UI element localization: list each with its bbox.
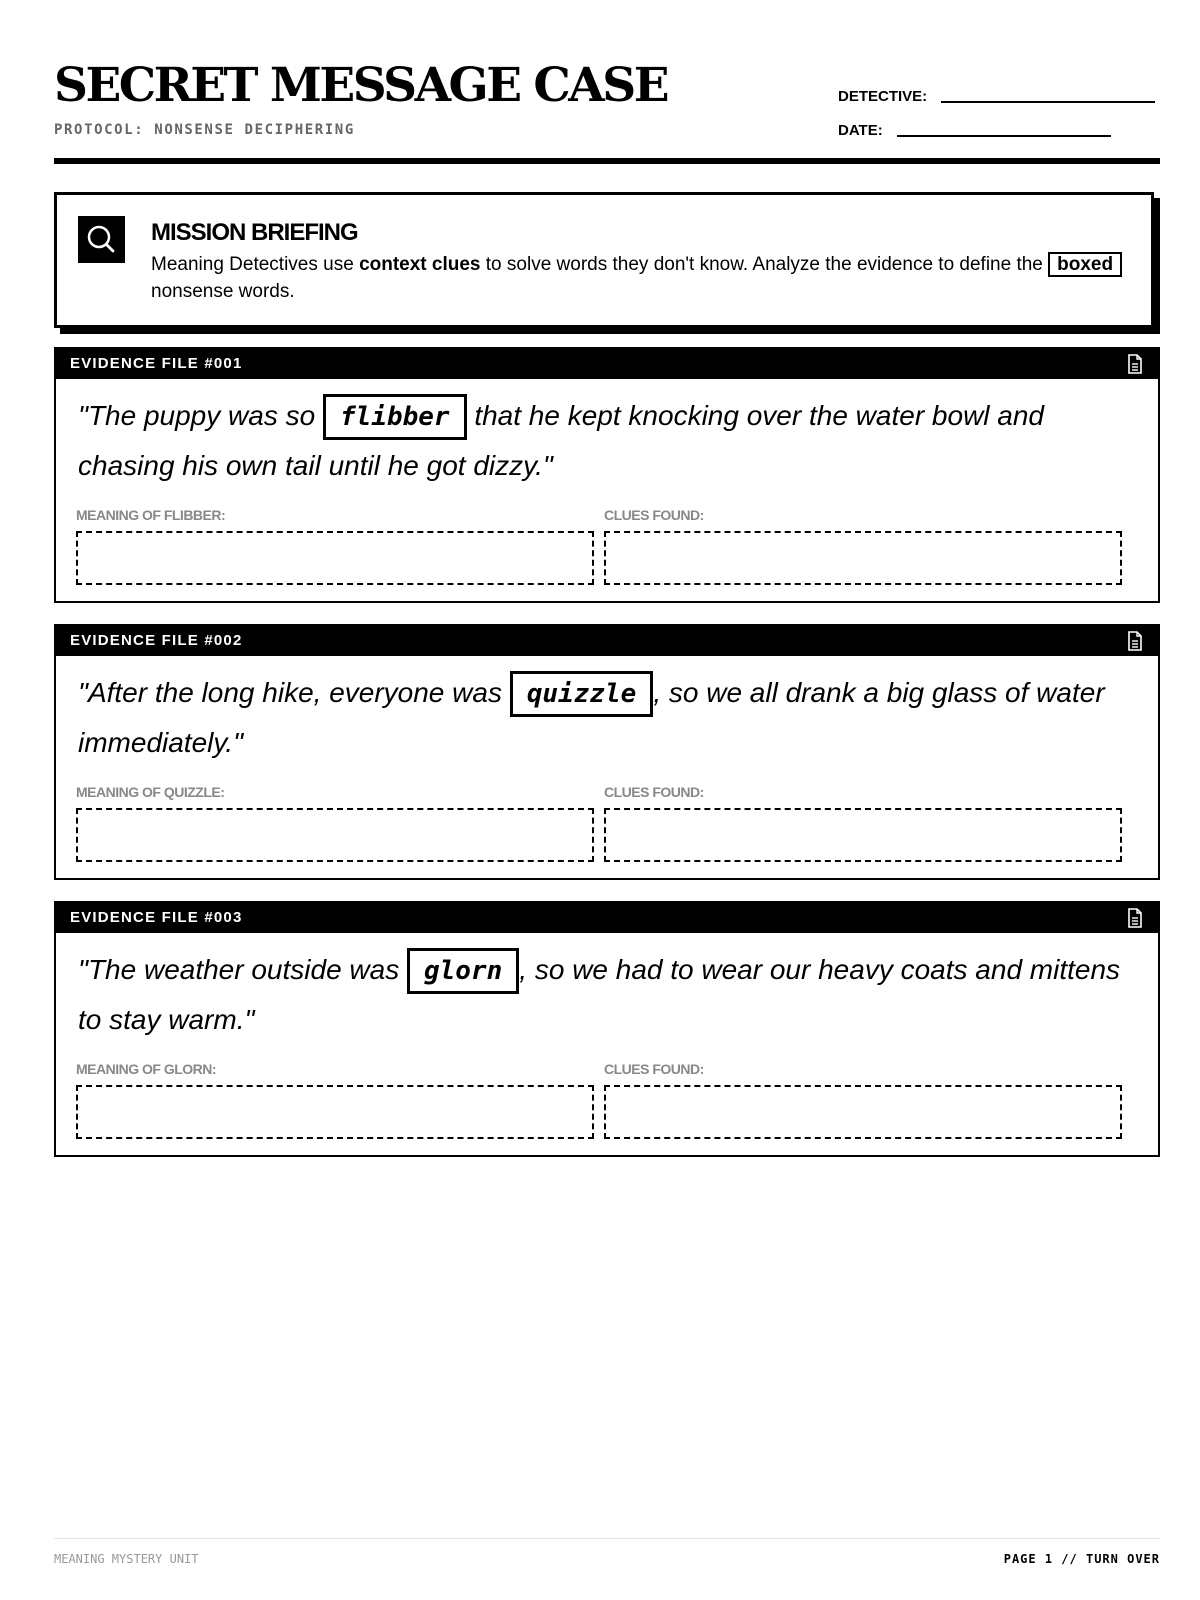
- page-subtitle: PROTOCOL: NONSENSE DECIPHERING: [54, 122, 355, 138]
- evidence-file: [54, 624, 1160, 880]
- boxed-example: boxed: [1048, 252, 1122, 277]
- header-divider: [54, 158, 1160, 164]
- meaning-answer-box[interactable]: [76, 1085, 594, 1139]
- date-field: [838, 122, 1111, 139]
- document-icon: [1126, 354, 1144, 379]
- meaning-label: MEANING OF GLORN:: [76, 1061, 217, 1077]
- sentence-before: "The weather outside was: [78, 954, 407, 985]
- sentence-after: , so we all drank a big glass of water immediately.": [78, 677, 1105, 758]
- clues-answer-box[interactable]: [604, 1085, 1122, 1139]
- footer-page-info: PAGE 1 // TURN OVER: [1003, 1552, 1160, 1566]
- detective-name-line[interactable]: [941, 101, 1155, 103]
- worksheet-page: [54, 0, 1160, 1600]
- date-line[interactable]: [897, 135, 1111, 137]
- evidence-title: EVIDENCE FILE #002: [70, 632, 243, 649]
- sentence-after: , so we had to wear our heavy coats and mittens to stay warm.": [78, 954, 1121, 1035]
- evidence-file: [54, 901, 1160, 1157]
- mission-title: MISSION BRIEFING: [151, 219, 358, 246]
- evidence-file: [54, 347, 1160, 603]
- mission-text-bold: context clues: [359, 254, 481, 275]
- mission-text-part-2: to solve words they don't know. Analyze the evidence to define the: [480, 254, 1049, 275]
- evidence-header: [56, 903, 1158, 933]
- detective-label: DETECTIVE:: [838, 88, 928, 105]
- detective-field: [838, 88, 1155, 105]
- clues-answer-box[interactable]: [604, 808, 1122, 862]
- document-icon: [1126, 908, 1144, 933]
- sentence-after: that he kept knocking over the water bowl and chasing his own tail until he got dizzy.": [78, 400, 1045, 481]
- mission-text-part-3: nonsense words.: [151, 281, 295, 302]
- clues-answer-box[interactable]: [604, 531, 1122, 585]
- footer-divider: [54, 1538, 1160, 1539]
- header: [54, 56, 1160, 166]
- sentence-before: "After the long hike, everyone was: [78, 677, 510, 708]
- clues-label: CLUES FOUND:: [604, 507, 704, 523]
- mission-text: [151, 251, 1131, 305]
- evidence-sentence: [78, 945, 1138, 1045]
- clues-label: CLUES FOUND:: [604, 1061, 704, 1077]
- mission-briefing: [54, 192, 1154, 328]
- mission-text-part-1: Meaning Detectives use: [151, 254, 360, 275]
- meaning-label: MEANING OF FLIBBER:: [76, 507, 226, 523]
- meaning-answer-box[interactable]: [76, 808, 594, 862]
- document-icon: [1126, 631, 1144, 656]
- nonsense-word: quizzle: [510, 671, 654, 717]
- page-title: SECRET MESSAGE CASE: [54, 58, 668, 113]
- nonsense-word: flibber: [323, 394, 467, 440]
- evidence-header: [56, 349, 1158, 379]
- meaning-answer-box[interactable]: [76, 531, 594, 585]
- sentence-before: "The puppy was so: [78, 400, 323, 431]
- evidence-header: [56, 626, 1158, 656]
- evidence-title: EVIDENCE FILE #001: [70, 355, 243, 372]
- footer-unit-name: MEANING MYSTERY UNIT: [54, 1552, 199, 1566]
- nonsense-word: glorn: [407, 948, 519, 994]
- clues-label: CLUES FOUND:: [604, 784, 704, 800]
- evidence-sentence: [78, 391, 1138, 491]
- meaning-label: MEANING OF QUIZZLE:: [76, 784, 225, 800]
- date-label: DATE:: [838, 122, 883, 139]
- evidence-title: EVIDENCE FILE #003: [70, 909, 243, 926]
- evidence-sentence: [78, 668, 1138, 768]
- magnifier-icon: [78, 216, 125, 263]
